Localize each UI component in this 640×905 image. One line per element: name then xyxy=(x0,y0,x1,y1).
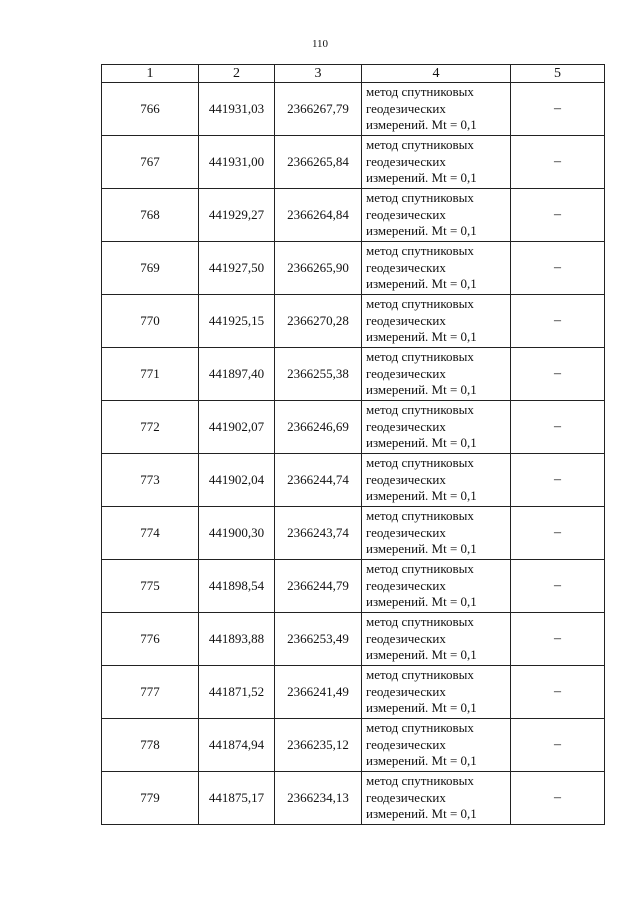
x-coordinate-cell: 441900,30 xyxy=(199,507,275,560)
method-cell xyxy=(362,83,511,136)
x-coordinate-cell: 441902,07 xyxy=(199,401,275,454)
point-number-cell: 777 xyxy=(102,666,199,719)
point-number-cell: 766 xyxy=(102,83,199,136)
method-line-1: метод спутниковых xyxy=(366,720,474,736)
table-row xyxy=(102,507,605,560)
method-line-1: метод спутниковых xyxy=(366,296,474,312)
method-line-2: геодезических xyxy=(366,365,446,381)
y-coordinate-cell: 2366241,49 xyxy=(275,666,362,719)
x-coordinate-cell: 441897,40 xyxy=(199,348,275,401)
x-coordinate-cell: 441902,04 xyxy=(199,454,275,507)
column-header-3: 3 xyxy=(275,65,362,83)
method-line-3: измерений. Mt = 0,1 xyxy=(366,541,477,557)
note-cell: – xyxy=(511,348,605,401)
x-coordinate-cell: 441925,15 xyxy=(199,295,275,348)
point-number-cell: 768 xyxy=(102,189,199,242)
table-header xyxy=(102,65,605,83)
note-cell: – xyxy=(511,189,605,242)
note-cell: – xyxy=(511,136,605,189)
point-number-cell: 769 xyxy=(102,242,199,295)
method-line-2: геодезических xyxy=(366,418,446,434)
point-number-cell: 779 xyxy=(102,772,199,825)
note-cell: – xyxy=(511,666,605,719)
method-line-1: метод спутниковых xyxy=(366,667,474,683)
method-cell xyxy=(362,136,511,189)
point-number-cell: 774 xyxy=(102,507,199,560)
method-line-1: метод спутниковых xyxy=(366,508,474,524)
method-cell xyxy=(362,242,511,295)
method-line-2: геодезических xyxy=(366,153,446,169)
method-line-3: измерений. Mt = 0,1 xyxy=(366,382,477,398)
method-line-2: геодезических xyxy=(366,630,446,646)
point-number-cell: 771 xyxy=(102,348,199,401)
x-coordinate-cell: 441931,03 xyxy=(199,83,275,136)
y-coordinate-cell: 2366265,84 xyxy=(275,136,362,189)
page-number: 110 xyxy=(311,38,329,50)
y-coordinate-cell: 2366264,84 xyxy=(275,189,362,242)
table-body xyxy=(102,83,605,825)
note-cell: – xyxy=(511,454,605,507)
table-row xyxy=(102,242,605,295)
note-cell: – xyxy=(511,560,605,613)
y-coordinate-cell: 2366253,49 xyxy=(275,613,362,666)
method-line-1: метод спутниковых xyxy=(366,402,474,418)
method-line-1: метод спутниковых xyxy=(366,614,474,630)
point-number-cell: 767 xyxy=(102,136,199,189)
point-number-cell: 770 xyxy=(102,295,199,348)
method-cell xyxy=(362,772,511,825)
y-coordinate-cell: 2366243,74 xyxy=(275,507,362,560)
x-coordinate-cell: 441929,27 xyxy=(199,189,275,242)
note-cell: – xyxy=(511,719,605,772)
x-coordinate-cell: 441898,54 xyxy=(199,560,275,613)
method-line-3: измерений. Mt = 0,1 xyxy=(366,276,477,292)
method-line-3: измерений. Mt = 0,1 xyxy=(366,700,477,716)
y-coordinate-cell: 2366255,38 xyxy=(275,348,362,401)
method-cell xyxy=(362,401,511,454)
x-coordinate-cell: 441874,94 xyxy=(199,719,275,772)
x-coordinate-cell: 441893,88 xyxy=(199,613,275,666)
method-line-3: измерений. Mt = 0,1 xyxy=(366,488,477,504)
method-line-2: геодезических xyxy=(366,577,446,593)
point-number-cell: 772 xyxy=(102,401,199,454)
method-line-1: метод спутниковых xyxy=(366,190,474,206)
method-line-3: измерений. Mt = 0,1 xyxy=(366,594,477,610)
method-cell xyxy=(362,507,511,560)
method-cell xyxy=(362,454,511,507)
y-coordinate-cell: 2366235,12 xyxy=(275,719,362,772)
method-cell xyxy=(362,295,511,348)
method-line-3: измерений. Mt = 0,1 xyxy=(366,329,477,345)
x-coordinate-cell: 441871,52 xyxy=(199,666,275,719)
note-cell: – xyxy=(511,613,605,666)
y-coordinate-cell: 2366270,28 xyxy=(275,295,362,348)
note-cell: – xyxy=(511,242,605,295)
table-row xyxy=(102,560,605,613)
method-line-1: метод спутниковых xyxy=(366,773,474,789)
x-coordinate-cell: 441931,00 xyxy=(199,136,275,189)
method-line-2: геодезических xyxy=(366,789,446,805)
y-coordinate-cell: 2366265,90 xyxy=(275,242,362,295)
method-line-1: метод спутниковых xyxy=(366,137,474,153)
table-row xyxy=(102,772,605,825)
method-line-1: метод спутниковых xyxy=(366,561,474,577)
point-number-cell: 775 xyxy=(102,560,199,613)
method-line-1: метод спутниковых xyxy=(366,243,474,259)
point-number-cell: 778 xyxy=(102,719,199,772)
x-coordinate-cell: 441875,17 xyxy=(199,772,275,825)
column-header-2: 2 xyxy=(199,65,275,83)
y-coordinate-cell: 2366234,13 xyxy=(275,772,362,825)
note-cell: – xyxy=(511,83,605,136)
table-row xyxy=(102,189,605,242)
table-row xyxy=(102,454,605,507)
method-cell xyxy=(362,560,511,613)
x-coordinate-cell: 441927,50 xyxy=(199,242,275,295)
y-coordinate-cell: 2366244,74 xyxy=(275,454,362,507)
method-cell xyxy=(362,719,511,772)
table-row xyxy=(102,401,605,454)
table-row xyxy=(102,295,605,348)
note-cell: – xyxy=(511,401,605,454)
table-row xyxy=(102,666,605,719)
method-line-2: геодезических xyxy=(366,524,446,540)
method-line-2: геодезических xyxy=(366,736,446,752)
y-coordinate-cell: 2366267,79 xyxy=(275,83,362,136)
method-cell xyxy=(362,189,511,242)
method-cell xyxy=(362,613,511,666)
table-row xyxy=(102,719,605,772)
method-cell xyxy=(362,666,511,719)
note-cell: – xyxy=(511,507,605,560)
method-line-3: измерений. Mt = 0,1 xyxy=(366,753,477,769)
point-number-cell: 776 xyxy=(102,613,199,666)
y-coordinate-cell: 2366244,79 xyxy=(275,560,362,613)
column-header-1: 1 xyxy=(102,65,199,83)
method-line-2: геодезических xyxy=(366,683,446,699)
column-header-5: 5 xyxy=(511,65,605,83)
table-row xyxy=(102,613,605,666)
method-line-2: геодезических xyxy=(366,100,446,116)
method-line-3: измерений. Mt = 0,1 xyxy=(366,435,477,451)
method-line-3: измерений. Mt = 0,1 xyxy=(366,170,477,186)
note-cell: – xyxy=(511,295,605,348)
point-number-cell: 773 xyxy=(102,454,199,507)
table-row xyxy=(102,348,605,401)
method-line-2: геодезических xyxy=(366,471,446,487)
table-row xyxy=(102,136,605,189)
method-line-3: измерений. Mt = 0,1 xyxy=(366,117,477,133)
method-line-3: измерений. Mt = 0,1 xyxy=(366,806,477,822)
method-cell xyxy=(362,348,511,401)
method-line-2: геодезических xyxy=(366,206,446,222)
column-header-4: 4 xyxy=(362,65,511,83)
method-line-3: измерений. Mt = 0,1 xyxy=(366,223,477,239)
header-row xyxy=(102,65,605,83)
method-line-2: геодезических xyxy=(366,259,446,275)
coordinates-table xyxy=(101,64,605,825)
table-row xyxy=(102,83,605,136)
method-line-2: геодезических xyxy=(366,312,446,328)
method-line-1: метод спутниковых xyxy=(366,349,474,365)
method-line-1: метод спутниковых xyxy=(366,455,474,471)
method-line-1: метод спутниковых xyxy=(366,84,474,100)
method-line-3: измерений. Mt = 0,1 xyxy=(366,647,477,663)
note-cell: – xyxy=(511,772,605,825)
y-coordinate-cell: 2366246,69 xyxy=(275,401,362,454)
